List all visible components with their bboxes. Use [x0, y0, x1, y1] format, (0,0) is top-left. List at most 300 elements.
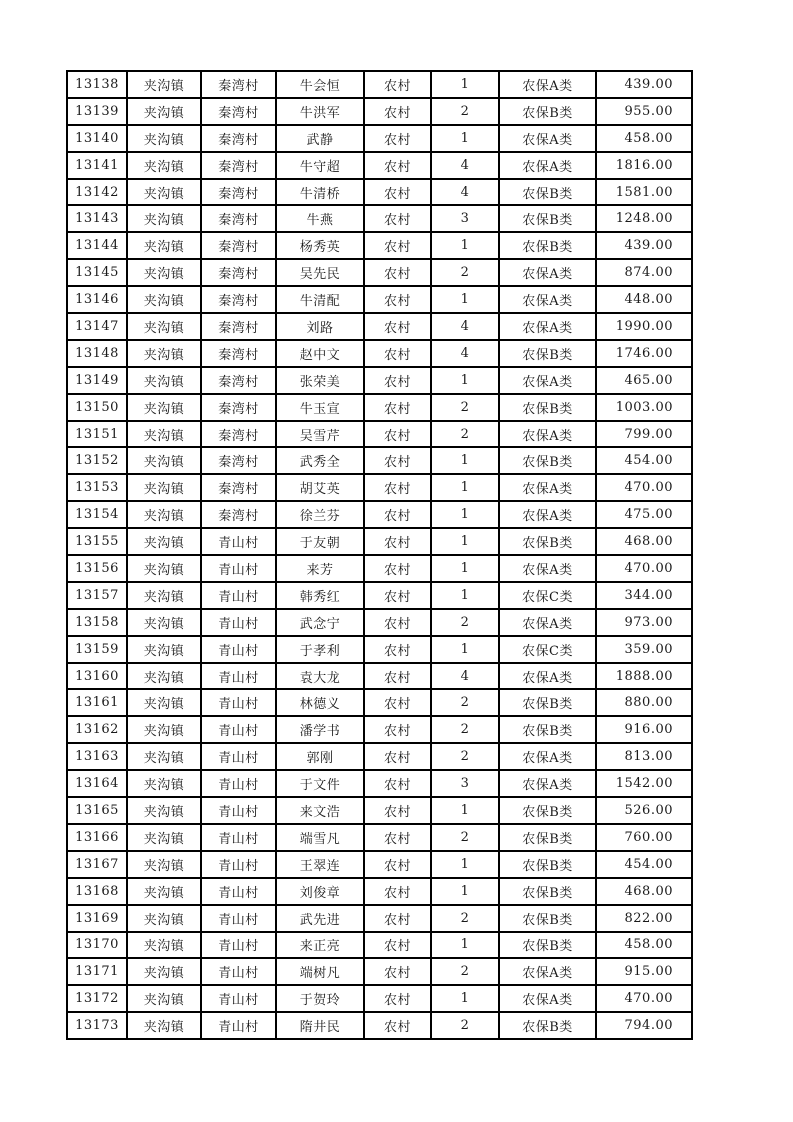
cell-serial-number: 13167 [67, 851, 127, 878]
cell-amount: 1746.00 [596, 340, 692, 367]
cell-serial-number: 13152 [67, 447, 127, 474]
cell-town: 夹沟镇 [127, 125, 201, 152]
cell-person-count: 4 [431, 152, 499, 179]
cell-residence-type: 农村 [364, 905, 431, 932]
cell-village: 青山村 [201, 636, 276, 663]
cell-amount: 470.00 [596, 985, 692, 1012]
cell-person-name: 来芳 [276, 555, 364, 582]
cell-amount: 1888.00 [596, 663, 692, 690]
cell-person-name: 吴雪芹 [276, 421, 364, 448]
cell-village: 秦湾村 [201, 205, 276, 232]
cell-residence-type: 农村 [364, 367, 431, 394]
cell-residence-type: 农村 [364, 340, 431, 367]
cell-village: 青山村 [201, 770, 276, 797]
cell-amount: 1003.00 [596, 394, 692, 421]
cell-amount: 454.00 [596, 851, 692, 878]
cell-person-name: 杨秀英 [276, 232, 364, 259]
cell-residence-type: 农村 [364, 770, 431, 797]
cell-person-count: 2 [431, 824, 499, 851]
cell-town: 夹沟镇 [127, 689, 201, 716]
cell-town: 夹沟镇 [127, 474, 201, 501]
cell-person-name: 端树凡 [276, 958, 364, 985]
cell-village: 秦湾村 [201, 232, 276, 259]
cell-amount: 973.00 [596, 609, 692, 636]
cell-person-count: 1 [431, 932, 499, 959]
cell-insurance-category: 农保A类 [499, 125, 596, 152]
cell-village: 青山村 [201, 958, 276, 985]
cell-amount: 468.00 [596, 528, 692, 555]
cell-village: 青山村 [201, 528, 276, 555]
cell-village: 青山村 [201, 1012, 276, 1039]
cell-amount: 880.00 [596, 689, 692, 716]
cell-person-count: 2 [431, 259, 499, 286]
table-row [67, 797, 692, 824]
cell-person-name: 牛玉宣 [276, 394, 364, 421]
cell-serial-number: 13156 [67, 555, 127, 582]
table-row [67, 555, 692, 582]
cell-town: 夹沟镇 [127, 985, 201, 1012]
table-row [67, 474, 692, 501]
table-row [67, 851, 692, 878]
cell-serial-number: 13171 [67, 958, 127, 985]
cell-serial-number: 13157 [67, 582, 127, 609]
cell-amount: 874.00 [596, 259, 692, 286]
cell-person-count: 4 [431, 663, 499, 690]
cell-town: 夹沟镇 [127, 851, 201, 878]
cell-town: 夹沟镇 [127, 824, 201, 851]
table-row [67, 1012, 692, 1039]
cell-town: 夹沟镇 [127, 421, 201, 448]
table-row [67, 743, 692, 770]
cell-amount: 760.00 [596, 824, 692, 851]
cell-residence-type: 农村 [364, 71, 431, 98]
cell-person-count: 4 [431, 179, 499, 206]
table-row [67, 232, 692, 259]
cell-residence-type: 农村 [364, 447, 431, 474]
cell-person-count: 1 [431, 528, 499, 555]
table-row [67, 313, 692, 340]
cell-serial-number: 13143 [67, 205, 127, 232]
cell-person-name: 于文件 [276, 770, 364, 797]
table-row [67, 663, 692, 690]
cell-serial-number: 13169 [67, 905, 127, 932]
cell-person-count: 2 [431, 421, 499, 448]
cell-village: 秦湾村 [201, 313, 276, 340]
table-body [67, 71, 692, 1039]
cell-town: 夹沟镇 [127, 367, 201, 394]
cell-village: 秦湾村 [201, 179, 276, 206]
cell-person-name: 徐兰芬 [276, 501, 364, 528]
cell-amount: 439.00 [596, 71, 692, 98]
cell-person-count: 2 [431, 689, 499, 716]
cell-person-count: 2 [431, 1012, 499, 1039]
cell-person-count: 1 [431, 125, 499, 152]
cell-insurance-category: 农保B类 [499, 528, 596, 555]
table-row [67, 367, 692, 394]
cell-serial-number: 13161 [67, 689, 127, 716]
table-row [67, 932, 692, 959]
cell-amount: 1816.00 [596, 152, 692, 179]
cell-person-name: 于友朝 [276, 528, 364, 555]
cell-person-name: 来文浩 [276, 797, 364, 824]
cell-village: 秦湾村 [201, 152, 276, 179]
cell-serial-number: 13148 [67, 340, 127, 367]
cell-serial-number: 13166 [67, 824, 127, 851]
cell-residence-type: 农村 [364, 98, 431, 125]
cell-insurance-category: 农保B类 [499, 878, 596, 905]
cell-residence-type: 农村 [364, 501, 431, 528]
cell-village: 秦湾村 [201, 394, 276, 421]
cell-residence-type: 农村 [364, 851, 431, 878]
cell-village: 青山村 [201, 878, 276, 905]
cell-village: 秦湾村 [201, 367, 276, 394]
cell-person-count: 2 [431, 716, 499, 743]
cell-insurance-category: 农保B类 [499, 824, 596, 851]
cell-residence-type: 农村 [364, 636, 431, 663]
cell-person-name: 来正亮 [276, 932, 364, 959]
cell-serial-number: 13154 [67, 501, 127, 528]
cell-serial-number: 13164 [67, 770, 127, 797]
cell-person-count: 1 [431, 878, 499, 905]
cell-town: 夹沟镇 [127, 447, 201, 474]
cell-amount: 470.00 [596, 555, 692, 582]
cell-amount: 439.00 [596, 232, 692, 259]
cell-person-count: 1 [431, 985, 499, 1012]
cell-town: 夹沟镇 [127, 609, 201, 636]
cell-residence-type: 农村 [364, 152, 431, 179]
cell-amount: 344.00 [596, 582, 692, 609]
cell-village: 秦湾村 [201, 286, 276, 313]
cell-serial-number: 13147 [67, 313, 127, 340]
cell-town: 夹沟镇 [127, 259, 201, 286]
cell-village: 青山村 [201, 555, 276, 582]
cell-serial-number: 13153 [67, 474, 127, 501]
cell-town: 夹沟镇 [127, 1012, 201, 1039]
cell-insurance-category: 农保B类 [499, 447, 596, 474]
cell-village: 青山村 [201, 932, 276, 959]
cell-residence-type: 农村 [364, 555, 431, 582]
cell-person-count: 1 [431, 555, 499, 582]
cell-person-name: 牛会恒 [276, 71, 364, 98]
cell-person-name: 武秀全 [276, 447, 364, 474]
cell-serial-number: 13172 [67, 985, 127, 1012]
cell-serial-number: 13163 [67, 743, 127, 770]
cell-insurance-category: 农保A类 [499, 958, 596, 985]
cell-amount: 1581.00 [596, 179, 692, 206]
cell-town: 夹沟镇 [127, 958, 201, 985]
cell-residence-type: 农村 [364, 286, 431, 313]
cell-amount: 822.00 [596, 905, 692, 932]
cell-amount: 448.00 [596, 286, 692, 313]
cell-village: 秦湾村 [201, 71, 276, 98]
table-row [67, 286, 692, 313]
cell-person-name: 刘路 [276, 313, 364, 340]
cell-person-name: 牛洪军 [276, 98, 364, 125]
table-row [67, 958, 692, 985]
cell-town: 夹沟镇 [127, 555, 201, 582]
table-row [67, 609, 692, 636]
cell-serial-number: 13173 [67, 1012, 127, 1039]
cell-village: 秦湾村 [201, 421, 276, 448]
cell-person-count: 1 [431, 474, 499, 501]
cell-serial-number: 13155 [67, 528, 127, 555]
cell-person-name: 端雪凡 [276, 824, 364, 851]
table-row [67, 824, 692, 851]
cell-residence-type: 农村 [364, 259, 431, 286]
cell-insurance-category: 农保A类 [499, 421, 596, 448]
cell-person-name: 韩秀红 [276, 582, 364, 609]
cell-serial-number: 13138 [67, 71, 127, 98]
cell-village: 青山村 [201, 663, 276, 690]
cell-person-count: 1 [431, 501, 499, 528]
cell-insurance-category: 农保B类 [499, 340, 596, 367]
cell-person-count: 2 [431, 958, 499, 985]
cell-town: 夹沟镇 [127, 501, 201, 528]
cell-amount: 470.00 [596, 474, 692, 501]
cell-residence-type: 农村 [364, 689, 431, 716]
cell-amount: 458.00 [596, 932, 692, 959]
cell-amount: 915.00 [596, 958, 692, 985]
cell-insurance-category: 农保B类 [499, 179, 596, 206]
cell-person-count: 4 [431, 340, 499, 367]
cell-town: 夹沟镇 [127, 286, 201, 313]
cell-amount: 458.00 [596, 125, 692, 152]
cell-person-name: 武先进 [276, 905, 364, 932]
cell-person-name: 于贺玲 [276, 985, 364, 1012]
cell-residence-type: 农村 [364, 474, 431, 501]
table-row [67, 179, 692, 206]
cell-person-name: 牛清配 [276, 286, 364, 313]
cell-serial-number: 13149 [67, 367, 127, 394]
cell-amount: 359.00 [596, 636, 692, 663]
table-row [67, 905, 692, 932]
cell-town: 夹沟镇 [127, 663, 201, 690]
cell-amount: 468.00 [596, 878, 692, 905]
cell-town: 夹沟镇 [127, 179, 201, 206]
cell-town: 夹沟镇 [127, 636, 201, 663]
cell-village: 青山村 [201, 851, 276, 878]
cell-serial-number: 13140 [67, 125, 127, 152]
cell-residence-type: 农村 [364, 528, 431, 555]
cell-town: 夹沟镇 [127, 582, 201, 609]
cell-village: 青山村 [201, 582, 276, 609]
cell-residence-type: 农村 [364, 878, 431, 905]
cell-village: 青山村 [201, 905, 276, 932]
cell-town: 夹沟镇 [127, 905, 201, 932]
cell-insurance-category: 农保A类 [499, 259, 596, 286]
cell-residence-type: 农村 [364, 125, 431, 152]
table-row [67, 770, 692, 797]
cell-insurance-category: 农保A类 [499, 770, 596, 797]
cell-serial-number: 13160 [67, 663, 127, 690]
cell-town: 夹沟镇 [127, 98, 201, 125]
table-row [67, 340, 692, 367]
cell-town: 夹沟镇 [127, 716, 201, 743]
cell-town: 夹沟镇 [127, 394, 201, 421]
cell-serial-number: 13170 [67, 932, 127, 959]
cell-serial-number: 13144 [67, 232, 127, 259]
cell-residence-type: 农村 [364, 232, 431, 259]
cell-village: 秦湾村 [201, 474, 276, 501]
cell-person-name: 牛燕 [276, 205, 364, 232]
cell-serial-number: 13139 [67, 98, 127, 125]
table-row [67, 501, 692, 528]
cell-person-count: 1 [431, 582, 499, 609]
cell-insurance-category: 农保B类 [499, 851, 596, 878]
cell-serial-number: 13162 [67, 716, 127, 743]
cell-residence-type: 农村 [364, 716, 431, 743]
cell-person-name: 武念宁 [276, 609, 364, 636]
cell-insurance-category: 农保A类 [499, 313, 596, 340]
table-row [67, 125, 692, 152]
table-row [67, 152, 692, 179]
cell-town: 夹沟镇 [127, 205, 201, 232]
cell-person-count: 1 [431, 71, 499, 98]
cell-person-count: 2 [431, 394, 499, 421]
cell-village: 秦湾村 [201, 125, 276, 152]
cell-person-name: 吴先民 [276, 259, 364, 286]
cell-amount: 916.00 [596, 716, 692, 743]
cell-residence-type: 农村 [364, 582, 431, 609]
cell-person-count: 2 [431, 743, 499, 770]
cell-village: 秦湾村 [201, 259, 276, 286]
cell-village: 青山村 [201, 743, 276, 770]
cell-insurance-category: 农保B类 [499, 205, 596, 232]
cell-amount: 799.00 [596, 421, 692, 448]
cell-village: 青山村 [201, 609, 276, 636]
cell-insurance-category: 农保A类 [499, 474, 596, 501]
cell-residence-type: 农村 [364, 985, 431, 1012]
cell-person-name: 潘学书 [276, 716, 364, 743]
table-row [67, 98, 692, 125]
cell-village: 青山村 [201, 716, 276, 743]
cell-town: 夹沟镇 [127, 71, 201, 98]
cell-person-name: 张荣美 [276, 367, 364, 394]
table-row [67, 878, 692, 905]
cell-insurance-category: 农保A类 [499, 367, 596, 394]
table-row [67, 582, 692, 609]
table-row [67, 636, 692, 663]
cell-serial-number: 13145 [67, 259, 127, 286]
cell-insurance-category: 农保A类 [499, 663, 596, 690]
cell-person-count: 1 [431, 797, 499, 824]
cell-person-name: 刘俊章 [276, 878, 364, 905]
cell-serial-number: 13158 [67, 609, 127, 636]
cell-person-name: 隋井民 [276, 1012, 364, 1039]
cell-insurance-category: 农保B类 [499, 1012, 596, 1039]
cell-village: 青山村 [201, 985, 276, 1012]
cell-residence-type: 农村 [364, 743, 431, 770]
cell-person-count: 3 [431, 205, 499, 232]
cell-village: 秦湾村 [201, 340, 276, 367]
cell-amount: 475.00 [596, 501, 692, 528]
cell-amount: 1542.00 [596, 770, 692, 797]
cell-residence-type: 农村 [364, 421, 431, 448]
table-row [67, 716, 692, 743]
cell-insurance-category: 农保B类 [499, 716, 596, 743]
cell-insurance-category: 农保A类 [499, 71, 596, 98]
cell-town: 夹沟镇 [127, 528, 201, 555]
cell-town: 夹沟镇 [127, 932, 201, 959]
cell-person-count: 4 [431, 313, 499, 340]
cell-residence-type: 农村 [364, 797, 431, 824]
table-row [67, 205, 692, 232]
cell-village: 秦湾村 [201, 98, 276, 125]
cell-amount: 1248.00 [596, 205, 692, 232]
cell-serial-number: 13141 [67, 152, 127, 179]
cell-serial-number: 13142 [67, 179, 127, 206]
cell-insurance-category: 农保B类 [499, 394, 596, 421]
table-row [67, 447, 692, 474]
cell-insurance-category: 农保B类 [499, 905, 596, 932]
cell-person-name: 林德义 [276, 689, 364, 716]
cell-town: 夹沟镇 [127, 743, 201, 770]
cell-town: 夹沟镇 [127, 340, 201, 367]
cell-person-count: 1 [431, 447, 499, 474]
cell-amount: 794.00 [596, 1012, 692, 1039]
table-row [67, 689, 692, 716]
cell-town: 夹沟镇 [127, 152, 201, 179]
table-row [67, 71, 692, 98]
cell-person-count: 1 [431, 286, 499, 313]
cell-person-count: 3 [431, 770, 499, 797]
cell-town: 夹沟镇 [127, 313, 201, 340]
cell-town: 夹沟镇 [127, 770, 201, 797]
cell-person-name: 郭刚 [276, 743, 364, 770]
cell-residence-type: 农村 [364, 663, 431, 690]
cell-person-name: 牛守超 [276, 152, 364, 179]
cell-amount: 955.00 [596, 98, 692, 125]
cell-insurance-category: 农保A类 [499, 743, 596, 770]
cell-person-count: 2 [431, 905, 499, 932]
cell-person-name: 武静 [276, 125, 364, 152]
cell-person-count: 1 [431, 851, 499, 878]
benefits-table [66, 70, 693, 1040]
cell-amount: 526.00 [596, 797, 692, 824]
cell-residence-type: 农村 [364, 179, 431, 206]
cell-insurance-category: 农保B类 [499, 797, 596, 824]
cell-town: 夹沟镇 [127, 797, 201, 824]
cell-residence-type: 农村 [364, 1012, 431, 1039]
cell-insurance-category: 农保C类 [499, 582, 596, 609]
cell-insurance-category: 农保B类 [499, 932, 596, 959]
cell-person-count: 1 [431, 636, 499, 663]
cell-village: 青山村 [201, 824, 276, 851]
cell-person-name: 赵中文 [276, 340, 364, 367]
cell-person-count: 1 [431, 232, 499, 259]
cell-amount: 465.00 [596, 367, 692, 394]
cell-serial-number: 13151 [67, 421, 127, 448]
cell-insurance-category: 农保A类 [499, 286, 596, 313]
cell-residence-type: 农村 [364, 824, 431, 851]
cell-insurance-category: 农保B类 [499, 98, 596, 125]
table-row [67, 421, 692, 448]
cell-person-count: 1 [431, 367, 499, 394]
cell-insurance-category: 农保B类 [499, 232, 596, 259]
cell-person-name: 牛清桥 [276, 179, 364, 206]
cell-village: 青山村 [201, 797, 276, 824]
table-row [67, 985, 692, 1012]
cell-person-name: 于孝利 [276, 636, 364, 663]
cell-insurance-category: 农保A类 [499, 501, 596, 528]
cell-person-name: 王翠连 [276, 851, 364, 878]
cell-insurance-category: 农保A类 [499, 985, 596, 1012]
cell-residence-type: 农村 [364, 932, 431, 959]
cell-serial-number: 13165 [67, 797, 127, 824]
cell-amount: 454.00 [596, 447, 692, 474]
table-row [67, 394, 692, 421]
cell-residence-type: 农村 [364, 958, 431, 985]
